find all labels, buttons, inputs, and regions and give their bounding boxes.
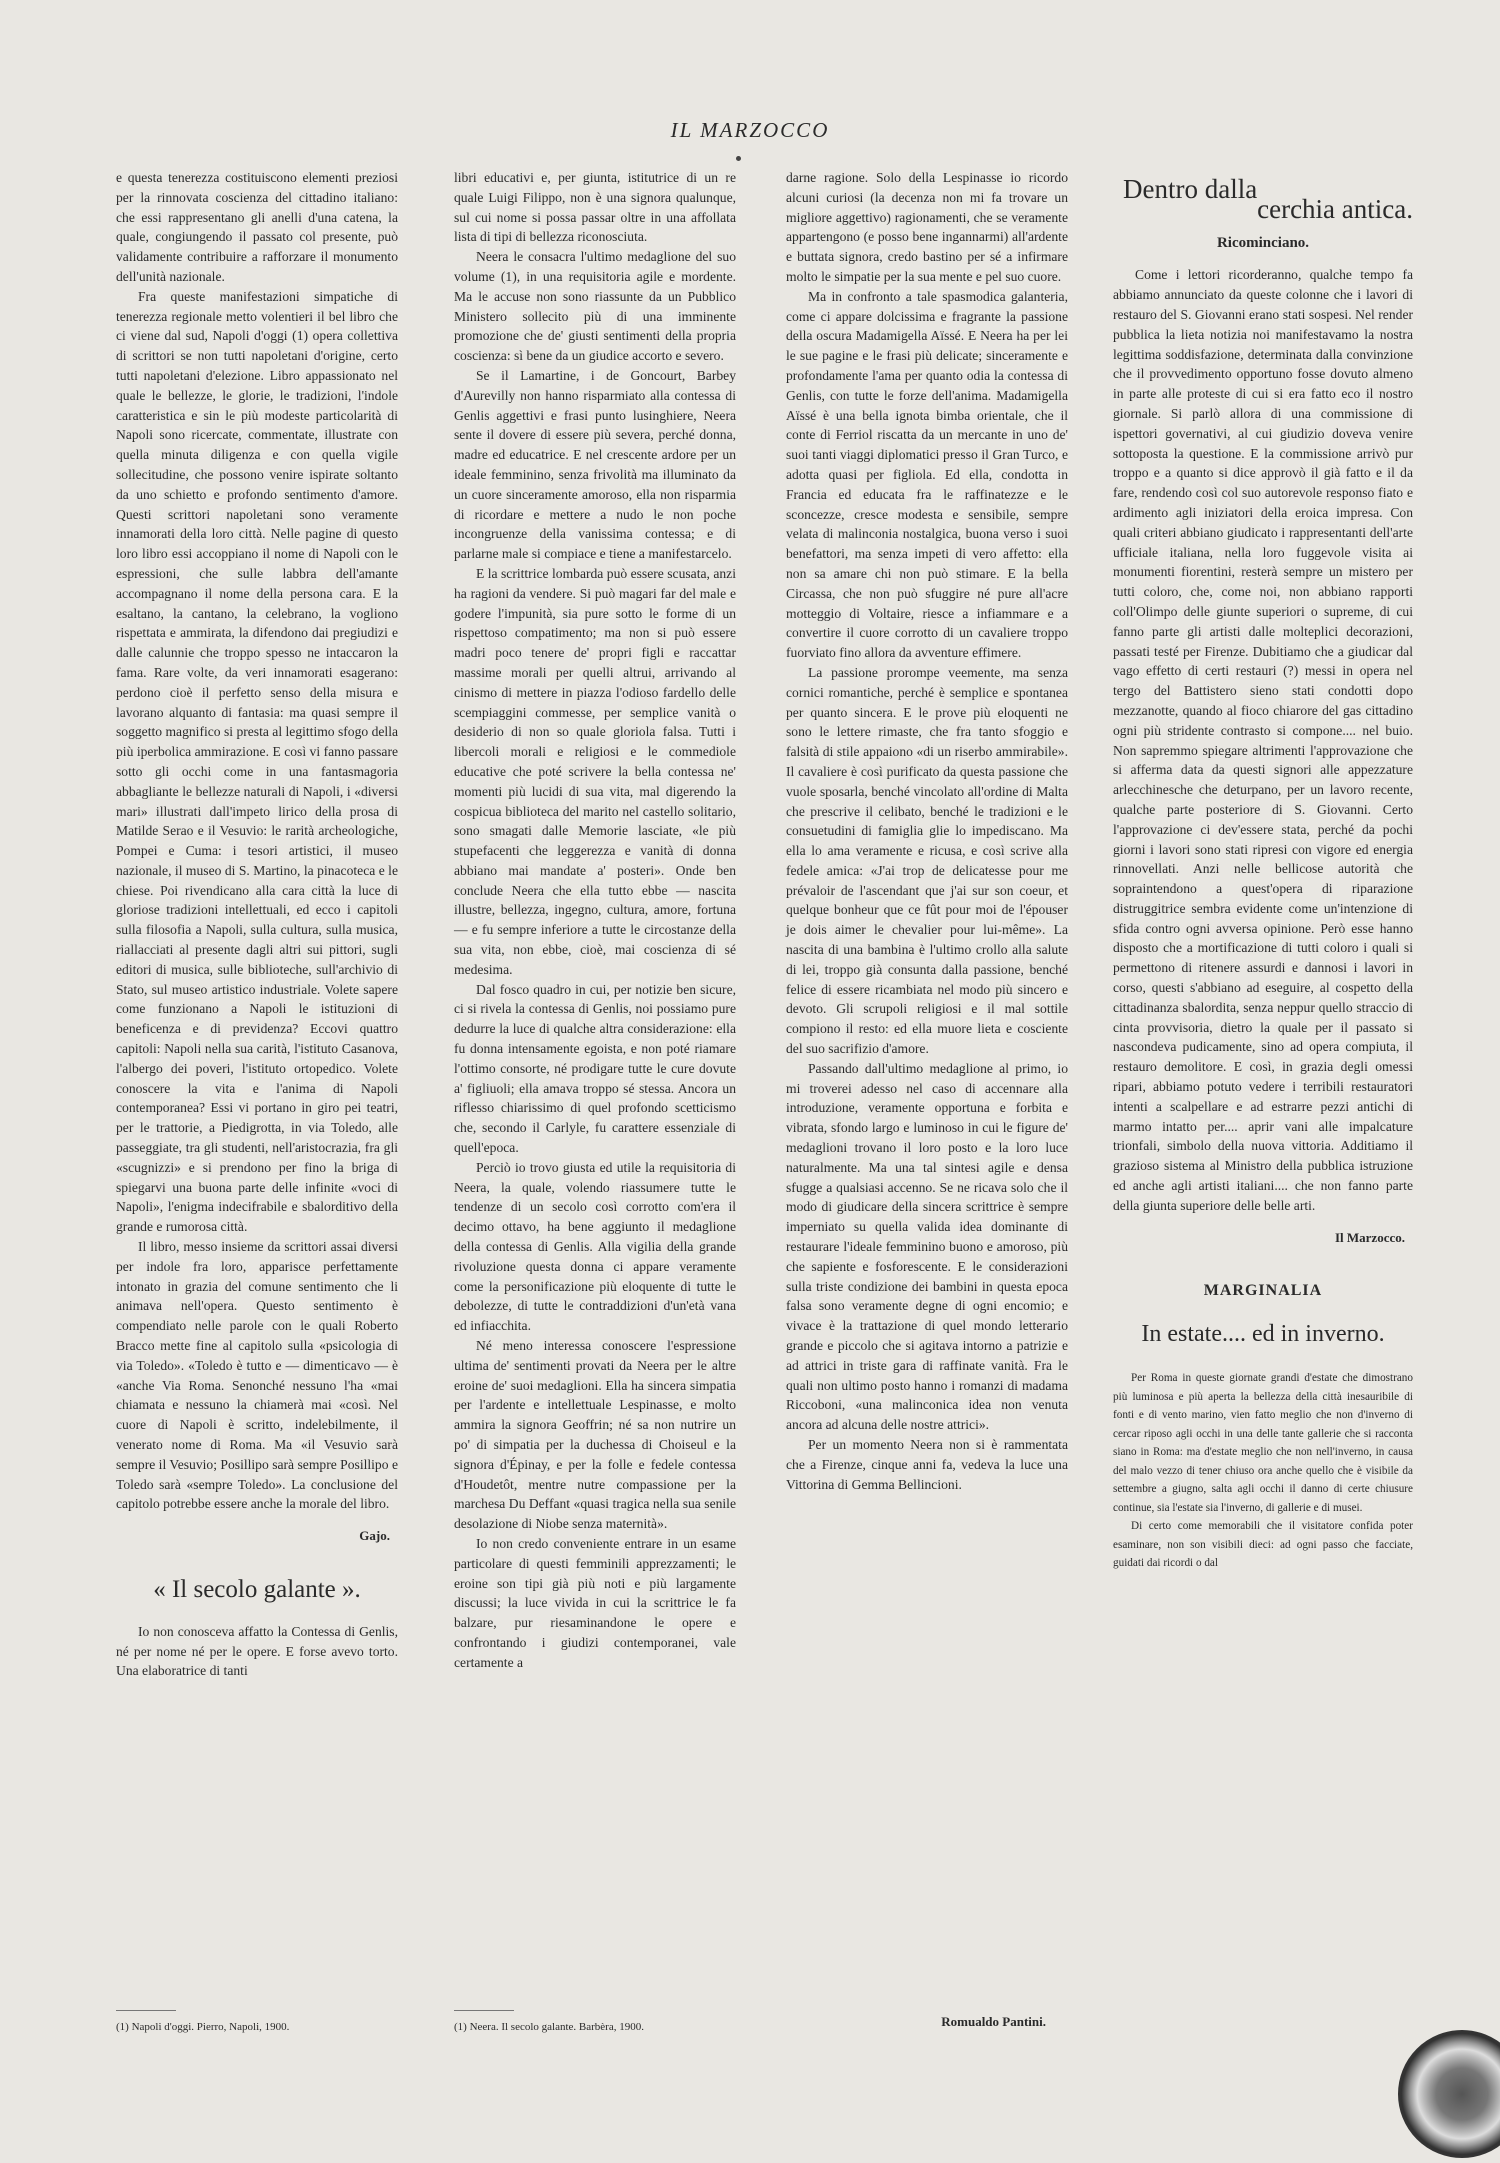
paragraph: Il libro, messo insieme da scrittori assai diversi per indole fra loro, apparisce perfettamente intonato in grazia del comune sentimento che li animava nell'opera. Questo sentimento è compendiato nelle parole con le quali Roberto Bracco mette fine al capitolo sulla «psicologia di via Toledo». «Toledo è tutto e — dimenticavo — è «anche Via Roma. Senonché nessuno l'ha «mai chiamata e nessuno la chiamerà mai «così. Nel cuore di Napoli è scritto, indelebilmente, il venerato nome di Roma. Ma «il Vesuvio sarà sempre il Vesuvio; Posillipo sarà sempre Posillipo e Toledo sarà «sempre Toledo». La conclusione del capitolo potrebbe essere anche la morale del libro.	[116, 1239, 398, 1512]
paragraph: Neera le consacra l'ultimo medaglione del suo volume (1), in una requisitoria agile e mordente. Ma le accuse non sono riassunte da un Pubblico Ministero sollecito più di una imminente promozione che de' giusti sentimenti della propria coscienza: sì bene da un giudice accorto e severo.	[454, 249, 736, 364]
paragraph: Di certo come memorabili che il visitatore confida poter esaminare, non son visibili dieci: ad ogni passo che facciate, guidati dai ricordi o dal	[1113, 1520, 1413, 1570]
column-1	[116, 168, 398, 1681]
section-title: In estate.... ed in inverno.	[1141, 1321, 1385, 1348]
section-body	[1113, 1369, 1413, 1573]
footnote-2	[454, 2010, 736, 2033]
paragraph: Io non credo conveniente entrare in un esame particolare di questi femminili apprezzamenti; le eroine son tipi già più noti e più largamente discussi; la luce vivida in cui la scrittrice le fa balzare, pur riesaminandone le opere e confrontando i giudizi contemporanei, vale certamente a	[454, 1535, 736, 1670]
article-title-line-2: cerchia antica.	[1257, 193, 1413, 224]
paragraph: libri educativi e, per giunta, istitutrice di un re quale Luigi Filippo, non è una signora qualunque, sul cui nome si possa passar oltre in una affollata lista di tipi di bellezza riconosciuta.	[454, 170, 736, 245]
column-2	[454, 168, 736, 1673]
paragraph: Se il Lamartine, i de Goncourt, Barbey d'Aurevilly non hanno risparmiato alla contessa di Genlis aggettivi e frasi punto lusinghiere, Neera sente il dovere di essere più severa, perché donna, madre ed educatrice. E nel crescente ardore per un ideale femminino, senza frivolità ma illuminato da un cuore sinceramente amoroso, ella non risparmia di ricordare e mettere a nudo le non poche incongruenze della vanissima contessa; e di parlarne male si compiace e tiene a manifestarcelo.	[454, 367, 736, 562]
section-heading: MARGINALIA	[1203, 1282, 1323, 1300]
paragraph: Io non conosceva affatto la Contessa di Genlis, né per nome né per le opere. E forse avevo torto. Una elaboratrice di tanti	[116, 1623, 398, 1679]
footnote-text: (1) Neera. Il secolo galante. Barbèra, 1900.	[454, 2021, 644, 2033]
footnote-text: (1) Napoli d'oggi. Pierro, Napoli, 1900.	[116, 2021, 290, 2033]
paragraph: Come i lettori ricorderanno, qualche tempo fa abbiamo annunciato da queste colonne che i lavori di restauro del S. Giovanni erano stati sospesi. Nel render pubblica la lieta notizia noi manifestavamo la nostra legittima soddisfazione, determinata dalla convinzione che il provvedimento opportuno fosse dovuto almeno in parte alle proteste di cui si era fatto eco il nostro giornale. Si parlò allora di una commissione di ispettori governativi, al cui giudizio doveva venire sottoposta la questione. E la commissione arrivò pur troppo e a quanto si dice approvò il già fatto e il da fare, rendendo così col suo autorevole responso fiato e ardimento agli iniziatori della eroica impresa. Con quali criteri abbiano giudicato i rappresentanti dell'arte ufficiale italiana, nella loro fuggevole visita ai monumenti fiorentini, resterà sempre un mistero per tutti coloro, che, come noi, non abbiano rapporti coll'Olimpo delle giunte superiori o supreme, di cui fanno parte gli artisti dalle molteplici decorazioni, passati testé per Firenze. Dubitiamo che a giudicar dal vago effetto di certi restauri (?) messi in opera nel tergo del Battistero sieno stati condotti dopo mezzanotte, quando al fioco chiarore del gas cittadino ogni più stridente contrasto si compone.... nel buio. Non sapremmo spiegare altrimenti l'approvazione che si afferma data da questi signori alle appezzature arlecchinesche che deturpano, per un lavoro recente, qualche parte posteriore di S. Giovanni. Certo l'approvazione ci dev'essere stata, perché da pochi giorni i lavori sono stati ripresi con vigore ed energia rinnovellati. Anzi nelle bellicose autorità che sopraintendono a quest'opera di riparazione distruggitrice sembra evidente come un'intenzione di sfida contro ogni avversa opinione. Però esse hanno disposto che a mortificazione di tutti coloro i quali si permettono di ritenere assurdi e dannosi i lavori in corso, questi s'abbiano ad eseguire, al cospetto della cittadinanza sbalordita, senza neppur quello straccio di cinta provvisoria, dietro la quale per il passato si nascondeva pudicamente, sino ad opera compiuta, il restauro demolitore. E così, in grazia degli omessi ripari, abbiamo potuto vedere i terribili restauratori intenti a scalpellare e ad estrarre pezzi antichi di marmo intatto per.... aprir vani alle impalcature trionfali, simbolo della nuova vittoria. Additiamo il grazioso sistema al Ministro della pubblica istruzione ed anche agli artisti italiani.... che non fanno parte della giunta superiore delle belle arti.	[1113, 267, 1413, 1213]
paragraph: Per un momento Neera non si è rammentata che a Firenze, cinque anni fa, vedeva la luce una Vittorina di Gemma Bellincioni.	[786, 1437, 1068, 1492]
paragraph: Ma in confronto a tale spasmodica galanteria, come ci appare dolcissima e fragrante la passione della oscura Madamigella Aïssé. E Neera ha per lei le sue pagine e le frasi più delicate; sinceramente e profondamente l'ama per quanto odia la contessa di Genlis, con tutte le forze dell'anima. Madamigella Aïssé è una bella ignota bimba orientale, che il conte di Ferriol riscatta da un mercante in uno de' suoi tanti viaggi diplomatici presso il Gran Turco, e adotta quasi per figliola. Ed ella, condotta in Francia ed educata fra le raffinatezze e le sconcezze, cresce modesta e sensibile, sempre velata di malinconia nostalgica, buona verso i suoi benefattori, ma senza impeti di vero affetto: ella non sa amare chi non può stimare. E la bella Circassa, che non può sfuggire né pure all'acre motteggio di Voltaire, riesce a infiammare e a convertire il cuore corrotto di un cavaliere troppo fuorviato fino allora da avventure effimere.	[786, 288, 1068, 661]
paragraph: Dal fosco quadro in cui, per notizie ben sicure, ci si rivela la contessa di Genlis, noi possiamo pure dedurre la luce di qualche altra considerazione: ella fu donna intensamente egoista, e non poté riamare l'ottimo consorte, né prodigare tutte le cure dovute a' figliuoli; ella amava troppo sé stessa. Ancora un riflesso chiarissimo di quel profondo scetticismo che, secondo il Carlyle, fu carattere essenziale di quell'epoca.	[454, 981, 736, 1156]
article-subtitle: Ricominciano.	[1216, 234, 1310, 251]
column-3	[786, 168, 1068, 1494]
paragraph: Per Roma in queste giornate grandi d'estate che dimostrano più luminosa e più aperta la bellezza della città inesauribile di fonti e di vento marino, vien fatto meglio che non d'inverno di cercar riposo agli occhi in una delle tante gallerie che si racconta siano in Roma: ma d'estate meglio che non nell'inverno, in causa del malo vezzo di tener chiuso ora anche quello che è visibile da settembre a giugno, salta agli occhi il danno di certe chiusure continue, sia l'estate sia l'inverno, di gallerie e di musei.	[1113, 1372, 1413, 1514]
column-4	[1113, 168, 1413, 1573]
paragraph: e questa tenerezza costituiscono elementi preziosi per la rinnovata coscienza del cittadino italiano: che essi rappresentano gli anelli d'una catena, la quale, congiungendo il passato col presente, può validamente contribuire a rafforzare il monumento dell'unità nazionale.	[116, 170, 398, 284]
paragraph: Fra queste manifestazioni simpatiche di tenerezza regionale metto volentieri il bel libro che ci viene dal sud, Napoli d'oggi (1) opera collettiva di scrittori se non tutti napoletani d'origine, certo tutti napoletani d'elezione. Libro appassionato nel quale le bellezze, le glorie, le tradizioni, l'indole caratteristica e sin le più modeste particolarità di Napoli sono ricercate, commentate, illustrate con quella minuta diligenza e con quella vigile sollecitudine, che possono venire ispirate soltanto da uno schietto e profondo sentimento d'amore. Questi scrittori napoletani sono veramente innamorati della loro città. Nelle pagine di questo loro libro essi accoppiano il nome di Napoli con le espressioni, che sulle labbra dell'amante accompagnano il nome della persona cara. E la esaltano, la cantano, la celebrano, la vogliono rispettata e ammirata, la difendono dai pregiudizi e dalle calunnie che troppo spesso ne intaccaron la fama. Rare volte, da veri innamorati esagerano: perdono cioè il perfetto senso della misura e lavorano alquanto di fantasia: ma quasi sempre il soggetto magnifico si presta al legittimo sfogo della più iperbolica ammirazione. E così vi fanno passare sotto gli occhi come in una fantasmagoria abbagliante le bellezze naturali di Napoli, i «diversi mari» illustrati dall'impeto lirico della prosa di Matilde Serao e il Vesuvio: le rarità archeologiche, Pompei e Cuma: i tesori artistici, il museo nazionale, il museo di S. Martino, la pinacoteca e le chiese. Poi rivendicano alla cara città la luce di gloriose tradizioni intellettuali, ed ecco i capitoli sulla filosofia a Napoli, sulla cultura, sulla musica, riallacciati al presente dagli altri sui pittori, sugli editori di musica, sulle biblioteche, sull'archivio di Stato, sul museo artistico industriale. Volete sapere come funzionano a Napoli le istituzioni di beneficenza e di previdenza? Eccovi quattro capitoli: Napoli nella sua carità, l'istituto Casanova, l'albergo dei poveri, l'istituto ortopedico. Volete conoscere la vita e l'anima di Napoli contemporanea? Essi vi portano in giro pei teatri, per le trattorie, a Piedigrotta, in via Toledo, alle passeggiate, tra gli studenti, nell'aristocrazia, fra gli «scugnizzi» e si prendono per fino la briga di spiegarvi una buona parte delle infinite «voci di Napoli», l'enigma indecifrabile e sbalorditivo della grande e rumorosa città.	[116, 288, 399, 1235]
footnote-1	[116, 2010, 398, 2033]
page-header: IL MARZOCCO	[670, 118, 830, 142]
paragraph: Né meno interessa conoscere l'espressione ultima de' sentimenti provati da Neera per le altre eroine de' suoi medaglioni. Ella ha sincera simpatia per l'ardente e intellettuale Lespinasse, e molto ammira la signora Geoffrin; né sa non nutrire un po' di simpatia per la duchessa di Choiseul e la signora d'Épinay, e per la folle e fedele contessa d'Houdetôt, mentre nutre compassione per la marchesa Du Deffant «quasi tragica nella sua senile desolazione di Niobe senza maternità».	[454, 1338, 736, 1532]
paragraph: darne ragione. Solo della Lespinasse io ricordo alcuni curiosi (la decenza non mi fa trovare un migliore aggettivo) ragionamenti, che se veramente appartengono (e posso bene ingannarmi) all'ardente e buttata signora, credo bastino per sé a infirmare molto le simpatie per la sua mente e pel suo cuore.	[786, 170, 1068, 284]
article-title-line-1: Dentro dalla	[1123, 174, 1258, 204]
footnote-rule	[116, 2010, 176, 2011]
paragraph: Passando dall'ultimo medaglione al primo, io mi troverei adesso nel caso di accennare alla introduzione, veramente opportuna e forbita e vibrata, sfondo largo e luminoso in cui le figure de' medaglioni trovano il loro posto e la loro luce naturalmente. Ma una tal sintesi agile e densa sfugge a qualsiasi accenno. Se ne ricava solo che il modo di giudicare della sincera scrittrice è sempre imperniato su quella valida idea dominante di restaurare l'ideale femminino buono e amoroso, più che sapiente e fosforescente. E le considerazioni sulla triste condizione dei bambini in questa epoca falsa sono veramente degne di ogni encomio; e vivace è la trattazione di quel mondo letterario grande e piccolo che si agitava intorno a patrizie e ad attrici in triste gara di raffinate vanità. Fra le quali non ultimo posto hanno i romanzi di madama Riccoboni, «una malinconica idea non venuta ancora ad alcuna delle nostre attrici».	[786, 1060, 1068, 1433]
header-ornament	[736, 156, 741, 161]
signature: Il Marzocco.	[1334, 1229, 1405, 1245]
paragraph: Perciò io trovo giusta ed utile la requisitoria di Neera, la quale, volendo riassumere tutte le tendenze di un secolo così corrotto com'era il decimo ottavo, ha bene aggiunto il medaglione della contessa di Genlis. Alla vigilia della grande rivoluzione questa donna ci appare veramente come la personificazione più eloquente di tutte le debolezze, di tutte le contraddizioni d'un'età vana ed infiacchita.	[454, 1159, 736, 1334]
signature: Gajo.	[359, 1528, 390, 1544]
footnote-rule	[454, 2010, 514, 2011]
paragraph: E la scrittrice lombarda può essere scusata, anzi ha ragioni da vendere. Si può magari far del male e godere l'impunità, sia pure sotto le forme di un rispettoso compatimento; ma non si può essere madri poco tenere de' propri figli e raccattar massime morali per quelli altrui, arrivando al cinismo di mettere in piazza l'odioso fardello delle scempiaggini commesse, per semplice vanità o desiderio di non so quale gloriola falsa. Tutti i libercoli morali e religiosi e le commediole educative che poté scrivere la bella contessa ne' momenti più lucidi di sua vita, mal digerendo la cospicua biblioteca del marito nel castello solitario, sono smagati dalle Memorie lasciate, «le più stupefacenti che leggerezza e vanità di donna abbiano mai mandate a' posteri». Onde ben conclude Neera che ella tutto ebbe — nascita illustre, bellezza, ingegno, cultura, amore, fortuna — e fu sempre inferiore a tutte le circostanze della sua vita, non ebbe, cioè, mai coscienza di sé medesima.	[454, 565, 736, 977]
article-title: « Il secolo galante ».	[153, 1575, 361, 1603]
paragraph: La passione prorompe veemente, ma senza cornici romantiche, perché è semplice e spontanea per quanto sincera. E le prove più eloquenti ne sono le lettere rimaste, che fra tanto sfoggio e falsità di stile appaiono «di un riserbo ammirabile». Il cavaliere è così purificato da questa passione che vuole sposarla, benché vincolato all'ordine di Malta che prescrive il celibato, benché le tradizioni e le consuetudini di famiglia glie lo impediscano. Ma ella lo ama veramente e ricusa, e così scrive alla fedele amica: «J'ai trop de delicatesse pour me prévaloir de l'ascendant que j'ai sur son coeur, et quelque bonheur que ce fût pour moi de l'épouser je dois aimer le chevalier pour lui-même». La nascita di una bambina è l'ultimo crollo alla salute di lei, troppo già consunta dalla passione, benché felice di essere ricambiata nel modo più sincero e devoto. Gli scrupoli religiosi e il mal sottile compiono il resto: ed ella muore lieta e cosciente del suo sacrifizio d'amore.	[786, 664, 1068, 1057]
signature: Romualdo Pantini.	[941, 2014, 1046, 2029]
library-stamp	[1398, 2030, 1500, 2158]
